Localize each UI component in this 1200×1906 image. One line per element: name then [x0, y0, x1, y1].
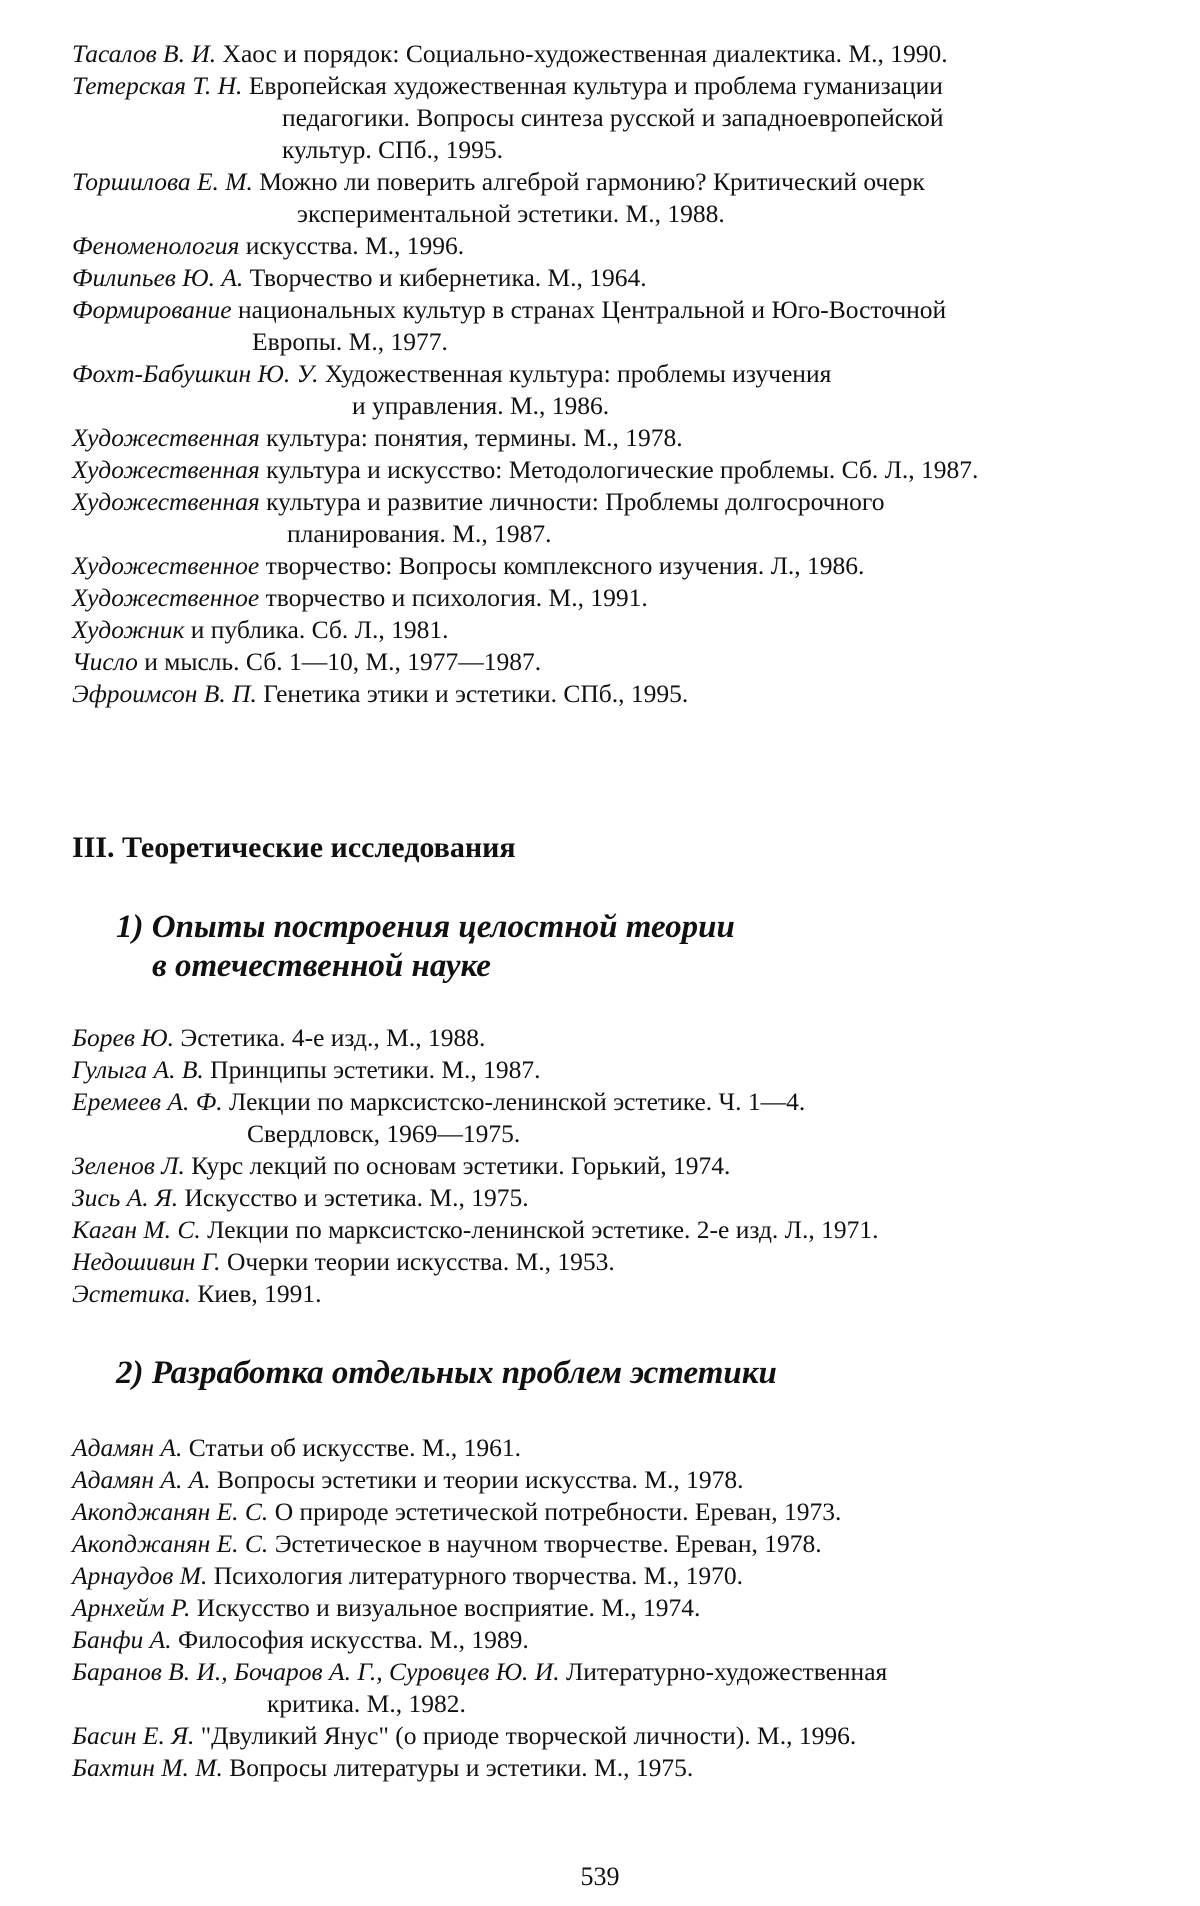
entry-author: Филипьев Ю. А. — [72, 263, 244, 292]
entry-text: Европейская художественная культура и проблема гуманизации — [242, 71, 943, 100]
entry-continuation: культур. СПб., 1995. — [282, 135, 503, 164]
entry-text: Генетика этики и эстетики. СПб., 1995. — [256, 679, 689, 708]
entry-author: Акопджанян Е. С. — [72, 1529, 269, 1558]
entry-text: Киев, 1991. — [191, 1279, 322, 1308]
entry-text: Творчество и кибернетика. М., 1964. — [243, 263, 647, 292]
entry-author: Художественное — [72, 551, 260, 580]
entry-author: Арнаудов М. — [72, 1561, 208, 1590]
entry-author: Адамян А. — [72, 1433, 183, 1462]
entry-text: и мысль. Сб. 1—10, М., 1977—1987. — [137, 647, 542, 676]
entry-author: Число — [72, 647, 138, 676]
entry-text: "Двуликий Янус" (о приоде творческой личности). М., 1996. — [194, 1721, 857, 1750]
bibliography-entry — [72, 678, 1152, 710]
entry-text: О природе эстетической потребности. Ереван, 1973. — [268, 1497, 842, 1526]
entry-text: Очерки теории искусства. М., 1953. — [220, 1247, 615, 1276]
entry-author: Адамян А. А. — [72, 1465, 211, 1494]
bibliography-entry — [72, 1054, 1152, 1086]
entry-text: культура и развитие личности: Проблемы долгосрочного — [259, 487, 885, 516]
entry-author: Недошивин Г. — [72, 1247, 221, 1276]
entry-text: культура и искусство: Методологические проблемы. Сб. Л., 1987. — [259, 455, 979, 484]
entry-continuation: педагогики. Вопросы синтеза русской и западноевропейской — [282, 103, 944, 132]
bibliography-entry — [72, 294, 1152, 358]
entry-author: Формирование — [72, 295, 232, 324]
entry-author: Художественная — [72, 487, 260, 516]
entry-text: и публика. Сб. Л., 1981. — [184, 615, 449, 644]
entry-text: Эстетика. 4-е изд., М., 1988. — [174, 1023, 486, 1052]
bibliography-entry — [72, 38, 1152, 70]
entry-continuation: экспериментальной эстетики. М., 1988. — [297, 199, 725, 228]
bibliography-list-subsection-2 — [72, 1432, 1152, 1784]
entry-author: Гулыга А. В. — [72, 1055, 204, 1084]
entry-author: Зись А. Я. — [72, 1183, 179, 1212]
entry-text: Философия искусства. М., 1989. — [171, 1625, 529, 1654]
entry-text: Вопросы эстетики и теории искусства. М., 1978. — [210, 1465, 744, 1494]
bibliography-entry — [72, 1022, 1152, 1054]
entry-author: Бахтин М. М. — [72, 1753, 223, 1782]
bibliography-entry — [72, 1624, 1152, 1656]
bibliography-entry — [72, 1182, 1152, 1214]
bibliography-list-subsection-1 — [72, 1022, 1152, 1310]
entry-author: Банфи А. — [72, 1625, 172, 1654]
bibliography-entry — [72, 1278, 1152, 1310]
bibliography-entry — [72, 230, 1152, 262]
entry-author: Художник — [72, 615, 185, 644]
bibliography-entry — [72, 550, 1152, 582]
entry-text: Принципы эстетики. М., 1987. — [203, 1055, 541, 1084]
subsection-1-title-line-1: 1) Опыты построения целостной теории — [116, 909, 735, 945]
entry-author: Акопджанян Е. С. — [72, 1497, 269, 1526]
bibliography-entry — [72, 1086, 1152, 1150]
bibliography-entry — [72, 70, 1152, 166]
page-number: 539 — [580, 1862, 620, 1891]
bibliography-entry — [72, 1496, 1152, 1528]
bibliography-entry — [72, 1246, 1152, 1278]
entry-author: Эфроимсон В. П. — [72, 679, 257, 708]
entry-continuation: и управления. М., 1986. — [352, 391, 610, 420]
bibliography-entry — [72, 582, 1152, 614]
subsection-1-title-line-2: в отечественной науке — [152, 948, 491, 984]
bibliography-entry — [72, 486, 1152, 550]
bibliography-list-top — [72, 38, 1152, 710]
bibliography-entry — [72, 1752, 1152, 1784]
entry-text: Эстетическое в научном творчестве. Ереван, 1978. — [268, 1529, 822, 1558]
entry-text: национальных культур в странах Центральной и Юго-Восточной — [231, 295, 947, 324]
entry-text: Психология литературного творчества. М., 1970. — [207, 1561, 743, 1590]
entry-author: Феноменология — [72, 231, 240, 260]
bibliography-entry — [72, 614, 1152, 646]
bibliography-entry — [72, 1150, 1152, 1182]
bibliography-entry — [72, 1656, 1152, 1720]
bibliography-entry — [72, 166, 1152, 230]
entry-text: Лекции по марксистско-ленинской эстетике. Ч. 1—4. — [222, 1087, 806, 1116]
bibliography-entry — [72, 1214, 1152, 1246]
entry-author: Арнхейм Р. — [72, 1593, 191, 1622]
entry-text: творчество и психология. М., 1991. — [259, 583, 648, 612]
entry-continuation: планирования. М., 1987. — [287, 519, 552, 548]
entry-author: Эстетика. — [72, 1279, 191, 1308]
entry-author: Художественная — [72, 423, 260, 452]
entry-text: Вопросы литературы и эстетики. М., 1975. — [222, 1753, 694, 1782]
entry-author: Тасалов В. И. — [72, 39, 217, 68]
entry-text: Курс лекций по основам эстетики. Горький, 1974. — [184, 1151, 731, 1180]
entry-author: Тетерская Т. Н. — [72, 71, 243, 100]
entry-author: Фохт-Бабушкин Ю. У. — [72, 359, 319, 388]
entry-text: искусства. М., 1996. — [239, 231, 465, 260]
entry-author: Баранов В. И., Бочаров А. Г., Суровцев Ю. И. — [72, 1657, 560, 1686]
entry-text: культура: понятия, термины. М., 1978. — [259, 423, 683, 452]
entry-text: Статьи об искусстве. М., 1961. — [182, 1433, 522, 1462]
entry-continuation: Европы. М., 1977. — [252, 327, 448, 356]
entry-author: Борев Ю. — [72, 1023, 174, 1052]
entry-continuation: критика. М., 1982. — [267, 1689, 466, 1718]
bibliography-entry — [72, 1560, 1152, 1592]
entry-author: Еремеев А. Ф. — [72, 1087, 223, 1116]
subsection-2-title: 2) Разработка отдельных проблем эстетики — [116, 1355, 777, 1391]
entry-text: Искусство и эстетика. М., 1975. — [178, 1183, 529, 1212]
bibliography-entry — [72, 262, 1152, 294]
entry-author: Художественная — [72, 455, 260, 484]
bibliography-entry — [72, 1528, 1152, 1560]
section-title: III. Теоретические исследования — [72, 831, 516, 864]
entry-author: Торшилова Е. М. — [72, 167, 253, 196]
entry-text: Можно ли поверить алгеброй гармонию? Критический очерк — [252, 167, 925, 196]
entry-author: Басин Е. Я. — [72, 1721, 195, 1750]
bibliography-entry — [72, 1592, 1152, 1624]
bibliography-entry — [72, 1432, 1152, 1464]
bibliography-entry — [72, 1720, 1152, 1752]
bibliography-entry — [72, 358, 1152, 422]
entry-text: Литературно-художественная — [559, 1657, 888, 1686]
entry-continuation: Свердловск, 1969—1975. — [247, 1119, 521, 1148]
bibliography-entry — [72, 422, 1152, 454]
entry-author: Зеленов Л. — [72, 1151, 185, 1180]
bibliography-entry — [72, 646, 1152, 678]
bibliography-entry — [72, 454, 1152, 486]
entry-text: творчество: Вопросы комплексного изучения. Л., 1986. — [259, 551, 865, 580]
entry-text: Хаос и порядок: Социально-художественная диалектика. М., 1990. — [216, 39, 948, 68]
entry-text: Искусство и визуальное восприятие. М., 1974. — [190, 1593, 701, 1622]
entry-author: Художественное — [72, 583, 260, 612]
entry-author: Каган М. С. — [72, 1215, 201, 1244]
bibliography-entry — [72, 1464, 1152, 1496]
entry-text: Художественная культура: проблемы изучения — [318, 359, 832, 388]
entry-text: Лекции по марксистско-ленинской эстетике. 2-е изд. Л., 1971. — [200, 1215, 879, 1244]
